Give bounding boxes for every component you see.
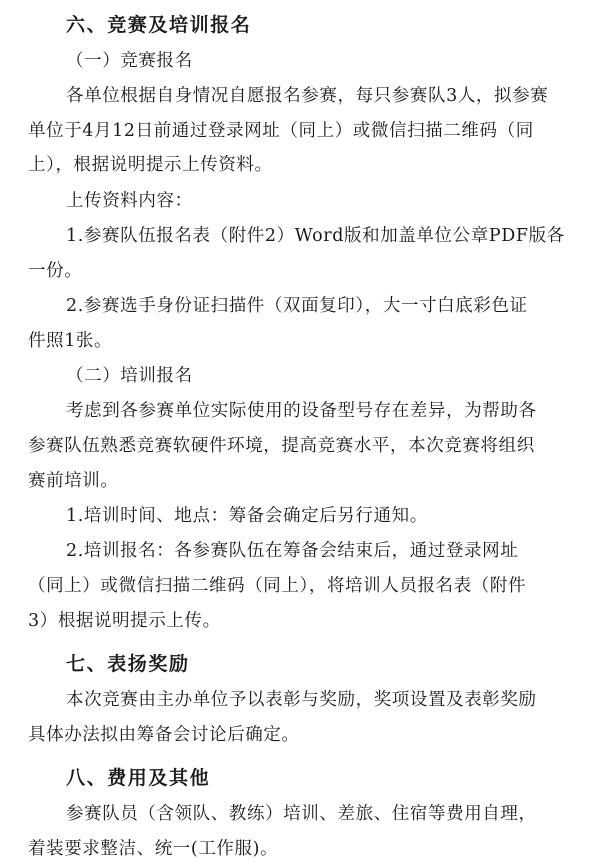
training-paragraph-line-3: 赛前培训。 bbox=[28, 471, 119, 491]
registration-paragraph-line-1: 各单位根据自身情况自愿报名参赛，每只参赛队3人，拟参赛 bbox=[66, 86, 549, 106]
award-paragraph-line-1: 本次竞赛由主办单位予以表彰与奖励，奖项设置及表彰奖励 bbox=[66, 690, 537, 710]
upload-item-2-line-1: 2.参赛选手身份证扫描件（双面复印），大一寸白底彩色证 bbox=[66, 296, 528, 316]
section-8-heading: 八、费用及其他 bbox=[66, 767, 211, 789]
section-6-heading: 六、竞赛及培训报名 bbox=[66, 14, 252, 36]
award-paragraph-line-2: 具体办法拟由筹备会讨论后确定。 bbox=[28, 725, 300, 745]
fees-paragraph-line-2: 着装要求整洁、统一(工作服)。 bbox=[28, 839, 279, 859]
upload-intro: 上传资料内容： bbox=[66, 191, 193, 211]
upload-item-2-line-2: 件照1张。 bbox=[28, 331, 113, 351]
training-item-1: 1.培训时间、地点：筹备会确定后另行通知。 bbox=[66, 506, 428, 526]
training-paragraph-line-2: 参赛队伍熟悉竞赛软硬件环境，提高竞赛水平，本次竞赛将组织 bbox=[28, 436, 535, 456]
registration-paragraph-line-2: 单位于4月12日前通过登录网址（同上）或微信扫描二维码（同 bbox=[28, 121, 534, 141]
section-7-heading: 七、表扬奖励 bbox=[66, 653, 190, 675]
training-paragraph-line-1: 考虑到各参赛单位实际使用的设备型号存在差异，为帮助各 bbox=[66, 401, 537, 421]
registration-paragraph-line-3: 上），根据说明提示上传资料。 bbox=[28, 155, 273, 175]
training-item-2-line-2: （同上）或微信扫描二维码（同上），将培训人员报名表（附件 bbox=[28, 576, 527, 596]
subsection-1-heading: （一）竞赛报名 bbox=[66, 51, 193, 71]
upload-item-1-line-2: 一份。 bbox=[28, 261, 83, 281]
upload-item-1-line-1: 1.参赛队伍报名表（附件2）Word版和加盖单位公章PDF版各 bbox=[66, 226, 565, 246]
subsection-2-heading: （二）培训报名 bbox=[66, 366, 193, 386]
training-item-2-line-1: 2.培训报名：各参赛队伍在筹备会结束后，通过登录网址 bbox=[66, 541, 519, 561]
fees-paragraph-line-1: 参赛队员（含领队、教练）培训、差旅、住宿等费用自理， bbox=[66, 804, 537, 824]
training-item-2-line-3: 3）根据说明提示上传。 bbox=[28, 611, 221, 631]
